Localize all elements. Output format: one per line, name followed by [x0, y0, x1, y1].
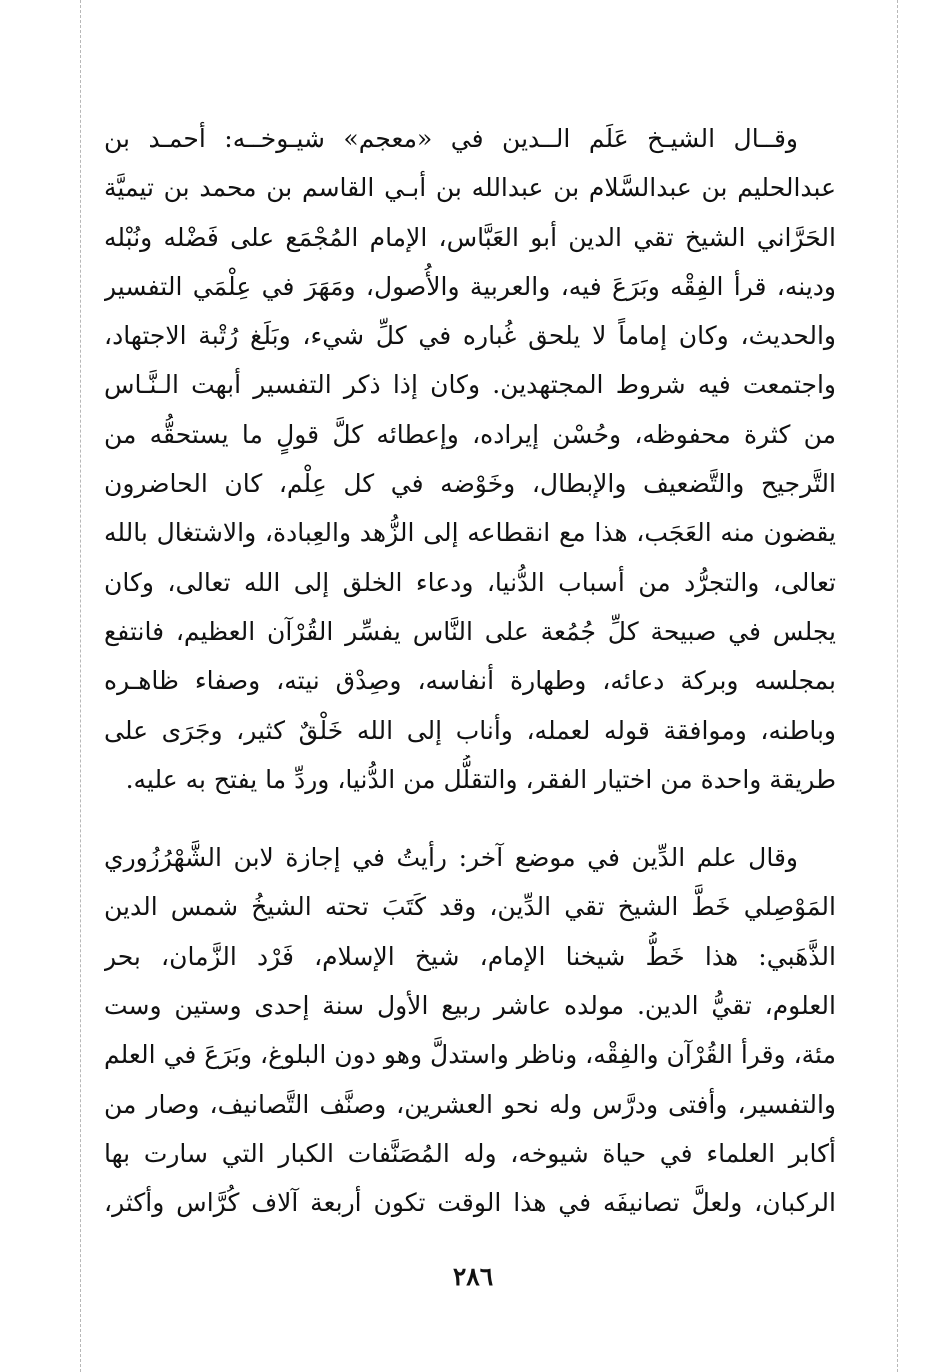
text-line: الركبان، ولعلَّ تصانيفَه في هذا الوقت تكون أربعة آلاف كُرَّاس وأكثر، — [104, 1188, 836, 1218]
text-line: طريقة واحدة من اختيار الفقر، والتقلُّل من الدُّنيا، وردِّ ما يفتح به عليه. — [125, 764, 836, 794]
text-line: يجلس في صبيحة كلِّ جُمُعة على النَّاس يفسِّر القُرْآن العظيم، فانتفع — [104, 616, 836, 646]
paragraph-2 — [104, 833, 836, 1227]
text-line: وقــال الشيـخ عَلَم الــدين في «معجم» شيـوخــه: أحمـد بن — [104, 124, 798, 153]
text-line: العلوم، تقيُّ الدين. مولده عاشر ربيع الأول سنة إحدى وستين وست — [104, 991, 836, 1021]
page-text — [104, 114, 836, 1228]
page-number: ٢٨٦ — [452, 1262, 494, 1291]
text-line: عبدالحليم بن عبدالسَّلام بن عبدالله بن أبـي القاسم بن محمد بن تيميَّة — [104, 173, 836, 203]
text-line: تعالى، والتجرُّد من أسباب الدُّنيا، ودعاء الخلق إلى الله تعالى، وكان — [104, 567, 836, 597]
text-line: وباطنه، وموافقة قوله لعمله، وأناب إلى الله خَلْقٌ كثير، وجَرَى على — [104, 715, 836, 745]
paragraph-gap — [104, 804, 836, 833]
text-line: بمجلسه وبركة دعائه، وطهارة أنفاسه، وصِدْق نيته، وصفاء ظاهـره — [104, 666, 836, 696]
text-line: واجتمعت فيه شروط المجتهدين. وكان إذا ذكر التفسير أبهت الـنَّـاس — [104, 370, 836, 400]
text-line: يقضون منه العَجَب، هذا مع انقطاعه إلى الزُّهد والعِبادة، والاشتغال بالله — [104, 518, 836, 548]
paragraph-1 — [104, 114, 836, 804]
text-line: الذَّهَبي: هذا خَطُّ شيخنا الإمام، شيخ الإسلام، فَرْد الزَّمان، بحر — [104, 941, 836, 971]
text-line: الحَرَّاني الشيخ تقي الدين أبو العَبَّاس، الإمام المُجْمَع على فَضْله ونُبْله — [104, 222, 836, 252]
text-line: ودينه، قرأ الفِقْه وبَرَعَ فيه، والعربية والأُصول، ومَهَرَ في عِلْمَي التفسير — [104, 271, 836, 301]
text-line: وقال علم الدِّين في موضع آخر: رأيتُ في إجازة لابن الشَّهْرُزُوري — [104, 843, 798, 873]
text-line: التَّرجيح والتَّضعيف والإبطال، وخَوْضه في كل عِلْم، كان الحاضرون — [104, 469, 836, 499]
text-line: والحديث، وكان إماماً لا يلحق غُباره في كلِّ شيء، وبَلَغ رُتْبة الاجتهاد، — [104, 321, 836, 351]
text-line: من كثرة محفوظه، وحُسْن إيراده، وإعطائه كلَّ قولٍ ما يستحقُّه من — [104, 419, 836, 449]
left-margin-guide — [80, 0, 81, 1372]
text-line: والتفسير، وأفتى ودرَّس وله نحو العشرين، وصنَّف التَّصانيف، وصار من — [104, 1089, 836, 1119]
right-margin-guide — [897, 0, 898, 1372]
text-line: أكابر العلماء في حياة شيوخه، وله المُصَنَّفات الكبار التي سارت بها — [104, 1138, 836, 1168]
text-line: مئة، وقرأ القُرْآن والفِقْه، وناظر واستدلَّ وهو دون البلوغ، وبَرَعَ في العلم — [104, 1040, 836, 1070]
text-line: المَوْصِلي خَطَّ الشيخ تقي الدِّين، وقد كَتَبَ تحته الشيخُ شمس الدين — [104, 892, 836, 922]
